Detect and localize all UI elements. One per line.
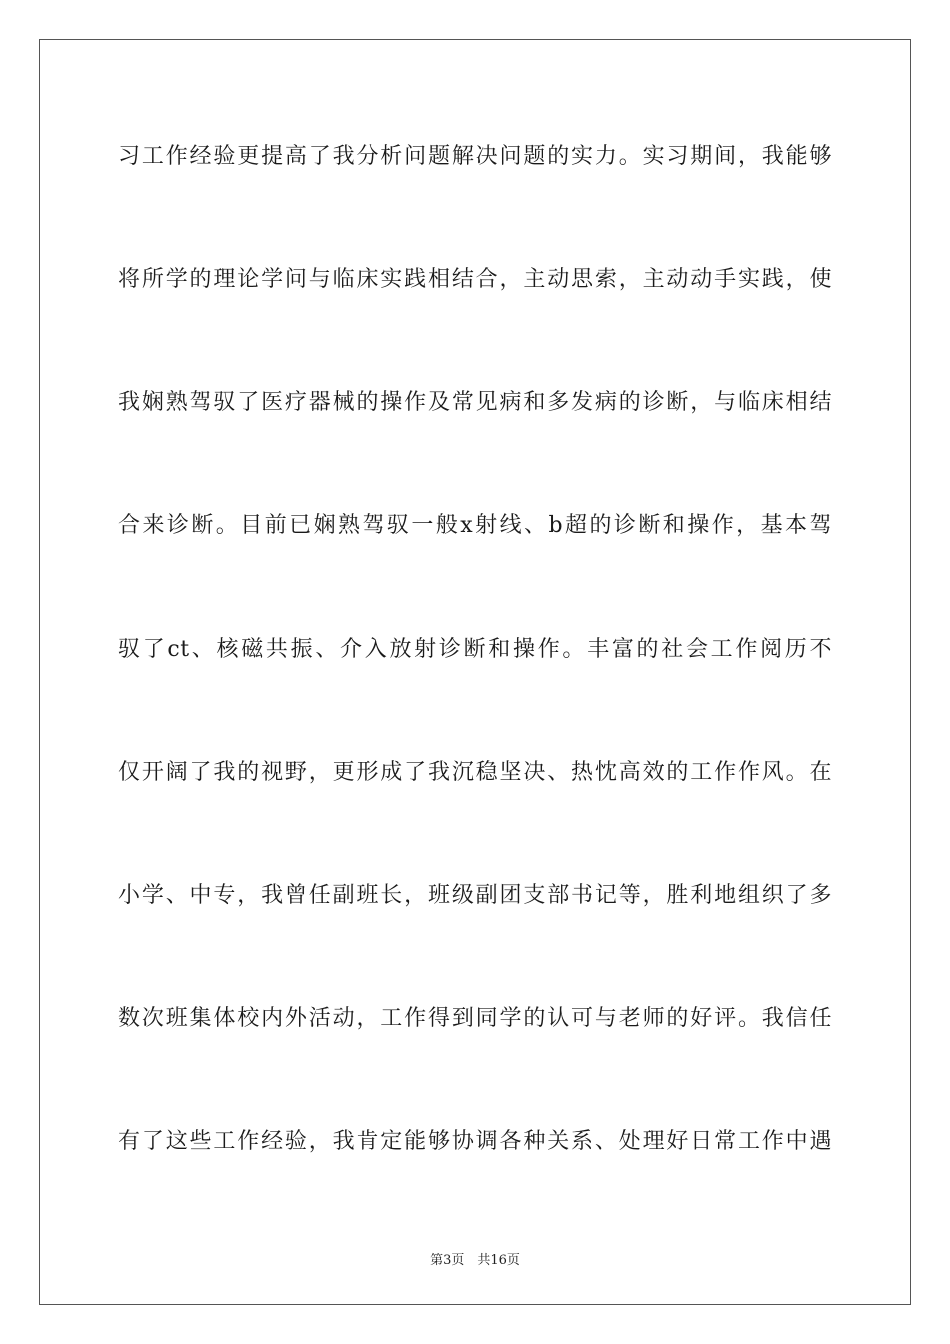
text-line-4: 合来诊断。目前已娴熟驾驭一般x射线、b超的诊断和操作，基本驾 [118,513,832,538]
page-number: 第3页 共16页 [430,1253,520,1268]
text-line-8: 数次班集体校内外活动，工作得到同学的认可与老师的好评。我信任 [118,1006,832,1031]
text-line-7: 小学、中专，我曾任副班长，班级副团支部书记等，胜利地组织了多 [118,883,832,908]
text-line-5: 驭了ct、核磁共振、介入放射诊断和操作。丰富的社会工作阅历不 [118,637,832,662]
page-border [39,39,911,1305]
text-line-3: 我娴熟驾驭了医疗器械的操作及常见病和多发病的诊断，与临床相结 [118,390,832,415]
text-line-1: 习工作经验更提高了我分析问题解决问题的实力。实习期间，我能够 [118,144,832,169]
text-line-2: 将所学的理论学问与临床实践相结合，主动思索，主动动手实践，使 [118,267,832,292]
text-line-6: 仅开阔了我的视野，更形成了我沉稳坚决、热忱高效的工作作风。在 [118,760,832,785]
text-line-9: 有了这些工作经验，我肯定能够协调各种关系、处理好日常工作中遇 [118,1129,832,1154]
